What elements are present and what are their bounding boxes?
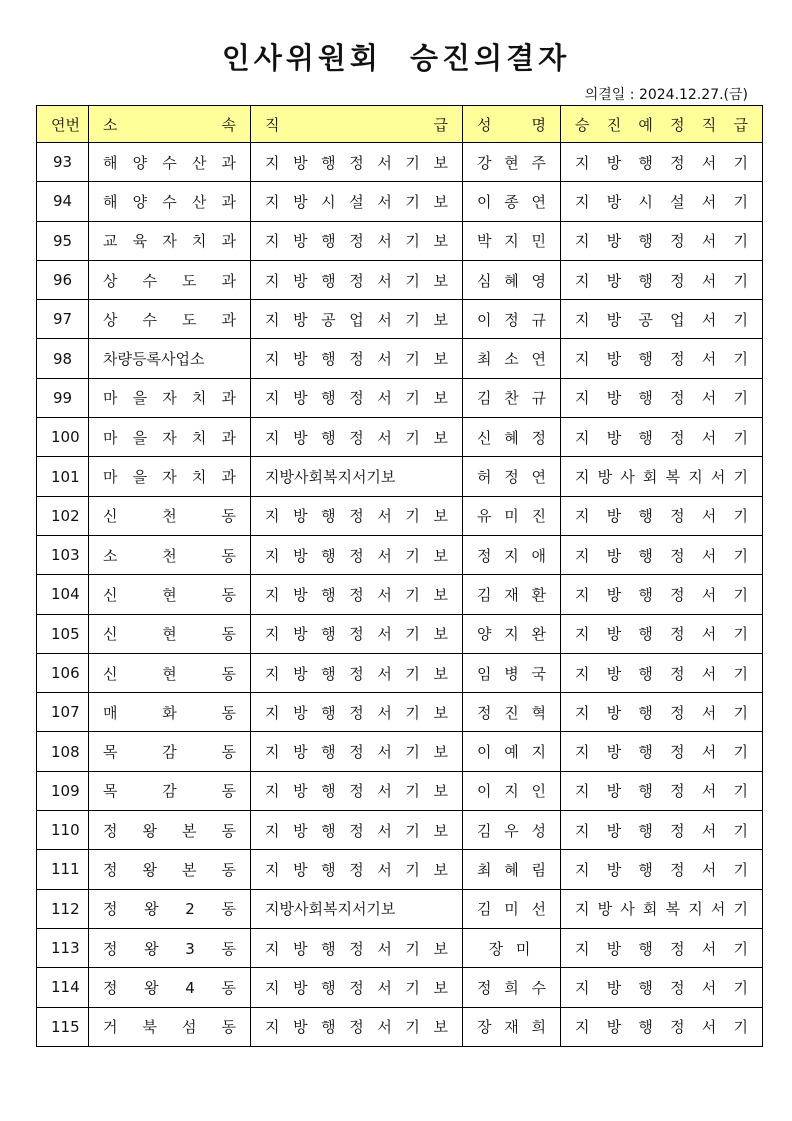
header-promo: 승 진 예 정 직 급 — [561, 106, 763, 143]
table-row — [37, 889, 763, 928]
cell-dept: 신 현 동 — [89, 614, 251, 653]
cell-promo: 지 방 행 정 서 기 — [561, 968, 763, 1007]
cell-promo: 지 방 행 정 서 기 — [561, 143, 763, 182]
cell-dept: 상 수 도 과 — [89, 260, 251, 299]
cell-grade: 지 방 행 정 서 기 보 — [251, 260, 463, 299]
table-row — [37, 339, 763, 378]
table-row — [37, 221, 763, 260]
cell-dept: 정 왕 2 동 — [89, 889, 251, 928]
cell-dept: 상 수 도 과 — [89, 300, 251, 339]
page-title: 인사위원회 승진의결자 — [221, 41, 571, 75]
cell-grade: 지 방 시 설 서 기 보 — [251, 182, 463, 221]
cell-promo: 지 방 행 정 서 기 — [561, 732, 763, 771]
cell-promo: 지 방 행 정 서 기 — [561, 496, 763, 535]
cell-no: 109 — [37, 771, 89, 810]
table-row — [37, 850, 763, 889]
cell-no: 112 — [37, 889, 89, 928]
cell-grade: 지 방 행 정 서 기 보 — [251, 143, 463, 182]
cell-no: 111 — [37, 850, 89, 889]
header-grade: 직 급 — [251, 106, 463, 143]
table-row — [37, 182, 763, 221]
cell-dept: 거 북 섬 동 — [89, 1007, 251, 1046]
cell-name: 박 지 민 — [463, 221, 561, 260]
table-row — [37, 300, 763, 339]
cell-name: 강 현 주 — [463, 143, 561, 182]
cell-promo: 지 방 행 정 서 기 — [561, 260, 763, 299]
cell-name: 김 찬 규 — [463, 378, 561, 417]
cell-dept: 차량등록사업소 — [89, 339, 251, 378]
table-row — [37, 811, 763, 850]
cell-promo: 지 방 행 정 서 기 — [561, 693, 763, 732]
cell-no: 103 — [37, 535, 89, 574]
cell-dept: 소 천 동 — [89, 535, 251, 574]
cell-no: 104 — [37, 575, 89, 614]
table-row — [37, 143, 763, 182]
cell-name: 이 지 인 — [463, 771, 561, 810]
cell-promo: 지 방 행 정 서 기 — [561, 850, 763, 889]
table-row — [37, 968, 763, 1007]
cell-name: 이 정 규 — [463, 300, 561, 339]
cell-name: 김 미 선 — [463, 889, 561, 928]
table-row — [37, 1007, 763, 1046]
cell-grade: 지 방 행 정 서 기 보 — [251, 496, 463, 535]
table-row — [37, 771, 763, 810]
cell-promo: 지 방 행 정 서 기 — [561, 928, 763, 967]
cell-dept: 목 감 동 — [89, 771, 251, 810]
cell-name: 최 소 연 — [463, 339, 561, 378]
cell-no: 102 — [37, 496, 89, 535]
cell-grade: 지방사회복지서기보 — [251, 457, 463, 496]
cell-grade: 지 방 행 정 서 기 보 — [251, 575, 463, 614]
cell-grade: 지 방 행 정 서 기 보 — [251, 339, 463, 378]
cell-no: 96 — [37, 260, 89, 299]
cell-no: 95 — [37, 221, 89, 260]
cell-dept: 교 육 자 치 과 — [89, 221, 251, 260]
cell-name: 허 정 연 — [463, 457, 561, 496]
cell-grade: 지 방 행 정 서 기 보 — [251, 378, 463, 417]
cell-no: 99 — [37, 378, 89, 417]
table-row — [37, 693, 763, 732]
cell-grade: 지 방 행 정 서 기 보 — [251, 418, 463, 457]
cell-no: 98 — [37, 339, 89, 378]
cell-dept: 신 천 동 — [89, 496, 251, 535]
cell-promo: 지 방 시 설 서 기 — [561, 182, 763, 221]
cell-promo: 지 방 공 업 서 기 — [561, 300, 763, 339]
cell-promo: 지 방 행 정 서 기 — [561, 771, 763, 810]
cell-grade: 지 방 행 정 서 기 보 — [251, 850, 463, 889]
cell-name: 이 종 연 — [463, 182, 561, 221]
table-row — [37, 496, 763, 535]
table-row — [37, 928, 763, 967]
cell-no: 101 — [37, 457, 89, 496]
cell-name: 신 혜 정 — [463, 418, 561, 457]
cell-no: 110 — [37, 811, 89, 850]
cell-dept: 정 왕 본 동 — [89, 850, 251, 889]
cell-no: 108 — [37, 732, 89, 771]
cell-grade: 지 방 행 정 서 기 보 — [251, 614, 463, 653]
cell-promo: 지 방 행 정 서 기 — [561, 575, 763, 614]
cell-no: 113 — [37, 928, 89, 967]
cell-grade: 지 방 행 정 서 기 보 — [251, 771, 463, 810]
cell-promo: 지 방 사 회 복 지 서 기 — [561, 457, 763, 496]
cell-dept: 목 감 동 — [89, 732, 251, 771]
cell-name: 이 예 지 — [463, 732, 561, 771]
cell-promo: 지 방 행 정 서 기 — [561, 653, 763, 692]
cell-promo: 지 방 행 정 서 기 — [561, 339, 763, 378]
cell-no: 106 — [37, 653, 89, 692]
table-row — [37, 575, 763, 614]
header-row — [37, 106, 763, 143]
cell-promo: 지 방 사 회 복 지 서 기 — [561, 889, 763, 928]
cell-grade: 지 방 행 정 서 기 보 — [251, 535, 463, 574]
cell-promo: 지 방 행 정 서 기 — [561, 535, 763, 574]
cell-no: 115 — [37, 1007, 89, 1046]
cell-grade: 지 방 행 정 서 기 보 — [251, 1007, 463, 1046]
table-header — [37, 106, 763, 143]
cell-dept: 해 양 수 산 과 — [89, 182, 251, 221]
promotion-table — [36, 105, 763, 1047]
header-name: 성 명 — [463, 106, 561, 143]
cell-no: 105 — [37, 614, 89, 653]
cell-dept: 매 화 동 — [89, 693, 251, 732]
cell-name: 임 병 국 — [463, 653, 561, 692]
cell-no: 107 — [37, 693, 89, 732]
cell-no: 100 — [37, 418, 89, 457]
cell-promo: 지 방 행 정 서 기 — [561, 811, 763, 850]
cell-name: 유 미 진 — [463, 496, 561, 535]
cell-dept: 정 왕 4 동 — [89, 968, 251, 1007]
cell-name: 장 재 희 — [463, 1007, 561, 1046]
table-row — [37, 653, 763, 692]
cell-grade: 지 방 행 정 서 기 보 — [251, 693, 463, 732]
table-body — [37, 143, 763, 1047]
cell-name: 최 혜 림 — [463, 850, 561, 889]
cell-grade: 지 방 행 정 서 기 보 — [251, 968, 463, 1007]
cell-dept: 신 현 동 — [89, 575, 251, 614]
cell-name: 정 진 혁 — [463, 693, 561, 732]
cell-name: 김 우 성 — [463, 811, 561, 850]
cell-promo: 지 방 행 정 서 기 — [561, 378, 763, 417]
cell-grade: 지 방 행 정 서 기 보 — [251, 732, 463, 771]
header-dept: 소 속 — [89, 106, 251, 143]
cell-promo: 지 방 행 정 서 기 — [561, 418, 763, 457]
table-row — [37, 614, 763, 653]
header-no: 연번 — [37, 106, 89, 143]
cell-dept: 정 왕 3 동 — [89, 928, 251, 967]
cell-grade: 지 방 행 정 서 기 보 — [251, 653, 463, 692]
cell-dept: 해 양 수 산 과 — [89, 143, 251, 182]
cell-name: 정 지 애 — [463, 535, 561, 574]
cell-dept: 마 을 자 치 과 — [89, 418, 251, 457]
cell-promo: 지 방 행 정 서 기 — [561, 1007, 763, 1046]
cell-no: 94 — [37, 182, 89, 221]
cell-grade: 지 방 공 업 서 기 보 — [251, 300, 463, 339]
cell-dept: 마 을 자 치 과 — [89, 457, 251, 496]
cell-grade: 지 방 행 정 서 기 보 — [251, 928, 463, 967]
table-row — [37, 260, 763, 299]
cell-name: 장 미 — [463, 928, 561, 967]
table-row — [37, 378, 763, 417]
cell-name: 김 재 환 — [463, 575, 561, 614]
decision-date: 의결일 : 2024.12.27.(금) — [584, 87, 748, 103]
cell-no: 93 — [37, 143, 89, 182]
cell-dept: 마 을 자 치 과 — [89, 378, 251, 417]
table-row — [37, 418, 763, 457]
cell-no: 114 — [37, 968, 89, 1007]
table-row — [37, 535, 763, 574]
cell-promo: 지 방 행 정 서 기 — [561, 221, 763, 260]
table-row — [37, 457, 763, 496]
cell-name: 정 희 수 — [463, 968, 561, 1007]
cell-grade: 지방사회복지서기보 — [251, 889, 463, 928]
cell-grade: 지 방 행 정 서 기 보 — [251, 811, 463, 850]
cell-no: 97 — [37, 300, 89, 339]
table-row — [37, 732, 763, 771]
cell-name: 양 지 완 — [463, 614, 561, 653]
cell-promo: 지 방 행 정 서 기 — [561, 614, 763, 653]
cell-dept: 정 왕 본 동 — [89, 811, 251, 850]
cell-grade: 지 방 행 정 서 기 보 — [251, 221, 463, 260]
cell-name: 심 혜 영 — [463, 260, 561, 299]
cell-dept: 신 현 동 — [89, 653, 251, 692]
